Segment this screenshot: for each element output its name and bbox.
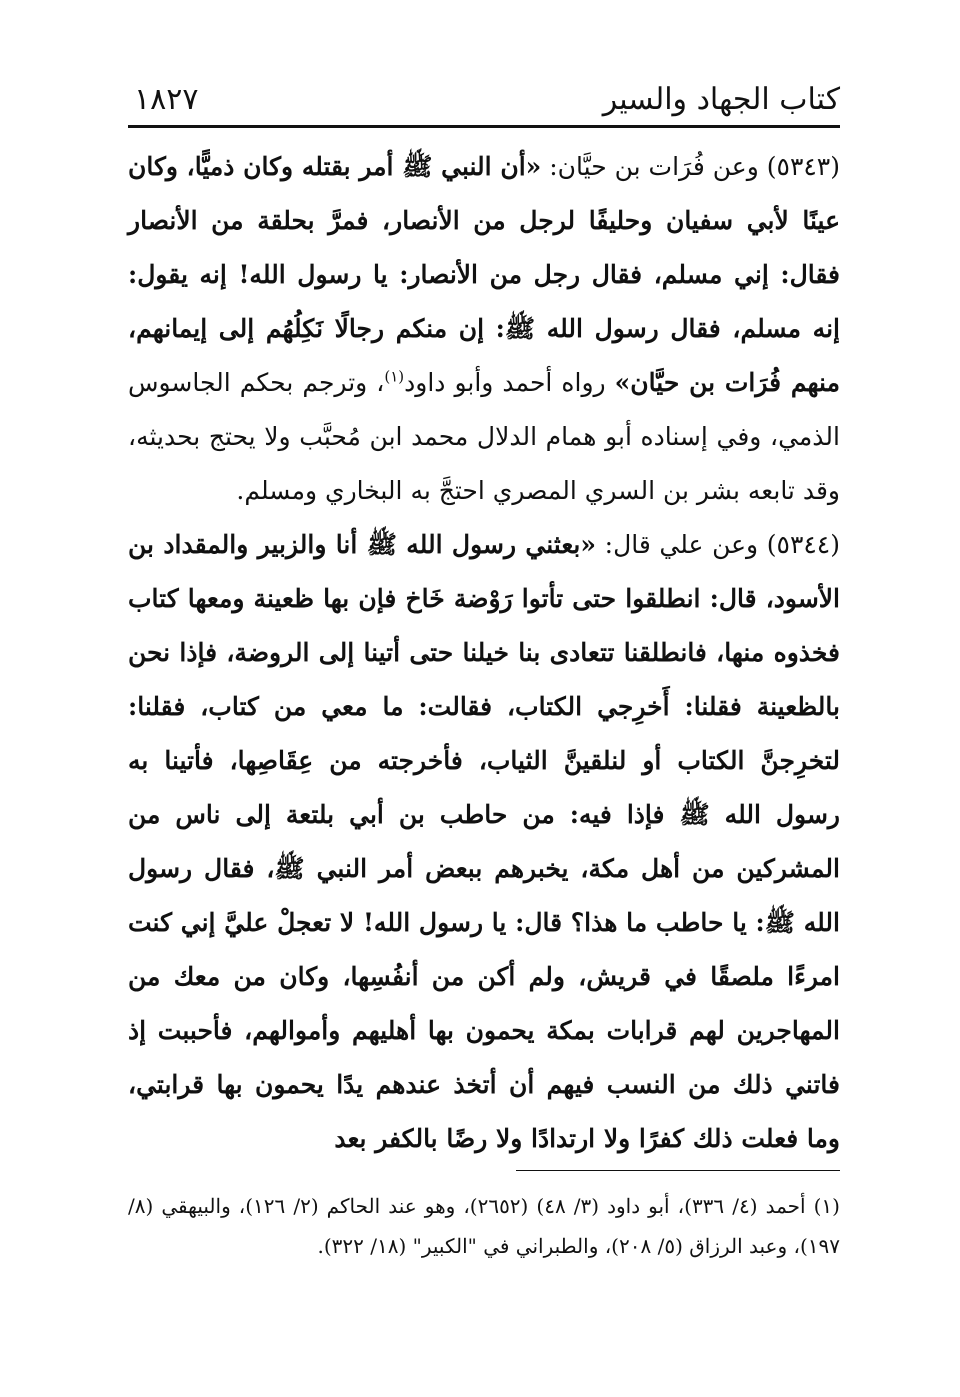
- hadith-text: «بعثني رسول الله ﷺ أنا والزبير والمقداد بن الأسود، قال: انطلقوا حتى تأتوا رَوْضة خَاخ فإن بها ظعينة ومعها كتاب فخذوه منها، فانطلقنا تتعادى بنا خيلنا حتى أتينا إلى الروضة، فإذا نحن بالظعينة فقلنا: أَخرِجي الكتاب، فقالت: ما معي من كتاب، فقلنا: لتخرِجنَّ الكتاب أو لنلقينَّ الثياب، فأخرجته من عِقَاصِها، فأتينا به رسول الله ﷺ فإذا فيه: من حاطب بن أبي بلتعة إلى ناس من المشركين من أهل مكة، يخبرهم ببعض أمر النبي ﷺ، فقال رسول الله ﷺ: يا حاطب ما هذا؟ قال: يا رسول الله! لا تعجلْ عليَّ إني كنت امرءًا ملصقًا في قريش، ولم أكن من أنفُسِها، وكان من معك من المهاجرين لهم قرابات بمكة يحمون بها أهليهم وأموالهم، فأحببت إذ فاتني ذلك من النسب فيهم أن أتخذ عندهم يدًا يحمون بها قرابتي، وما فعلت ذلك كفرًا ولا ارتدادًا ولا رضًا بالكفر بعد: [128, 530, 840, 1153]
- hadith-number: (٥٣٤٤): [766, 530, 840, 559]
- footnotes: [128, 1186, 840, 1266]
- book-title: كتاب الجهاد والسير: [602, 82, 840, 117]
- narrator-lead: وعن علي قال:: [604, 530, 759, 559]
- header-rule: [128, 125, 840, 128]
- footnote-rule: [516, 1170, 840, 1171]
- page-number: ١٨٢٧: [134, 82, 199, 117]
- footnote: (١) أحمد (٤/ ٣٣٦)، أبو داود (٣/ ٤٨) (٢٦٥٢)، وهو عند الحاكم (٢/ ١٢٦)، والبيهقي (٨/ ١٩٧)، وعبد الرزاق (٥/ ٢٠٨)، والطبراني في "الكبير" (١٨/ ٣٢٢).: [128, 1194, 840, 1258]
- hadith-number: (٥٣٤٣): [766, 152, 840, 181]
- footnote-ref[interactable]: (١): [384, 367, 405, 386]
- commentary: ، وترجم بحكم الجاسوس الذمي، وفي إسناده أبو همام الدلال محمد ابن مُحبَّب ولا يحتج بحديثه، وقد تابعه بشر بن السري المصري احتجَّ به البخاري ومسلم.: [128, 368, 840, 505]
- hadith-paragraph: [128, 518, 840, 1166]
- source-note: رواه أحمد وأبو داود: [404, 368, 606, 397]
- body-text: [128, 140, 840, 1166]
- narrator-lead: وعن فُرَات بن حيَّان:: [549, 152, 759, 181]
- hadith-paragraph: [128, 140, 840, 518]
- hadith-text: «أن النبي ﷺ أمر بقتله وكان ذميًّا، وكان عينًا لأبي سفيان وحليفًا لرجل من الأنصار، فمرَّ بحلقة من الأنصار فقال: إني مسلم، فقال رجل من الأنصار: يا رسول الله! إنه يقول: إنه مسلم، فقال رسول الله ﷺ: إن منكم رجالًا نَكِلُهُم إلى إيمانهم، منهم فُرَات بن حيَّان»: [128, 152, 840, 397]
- running-header: [128, 80, 840, 128]
